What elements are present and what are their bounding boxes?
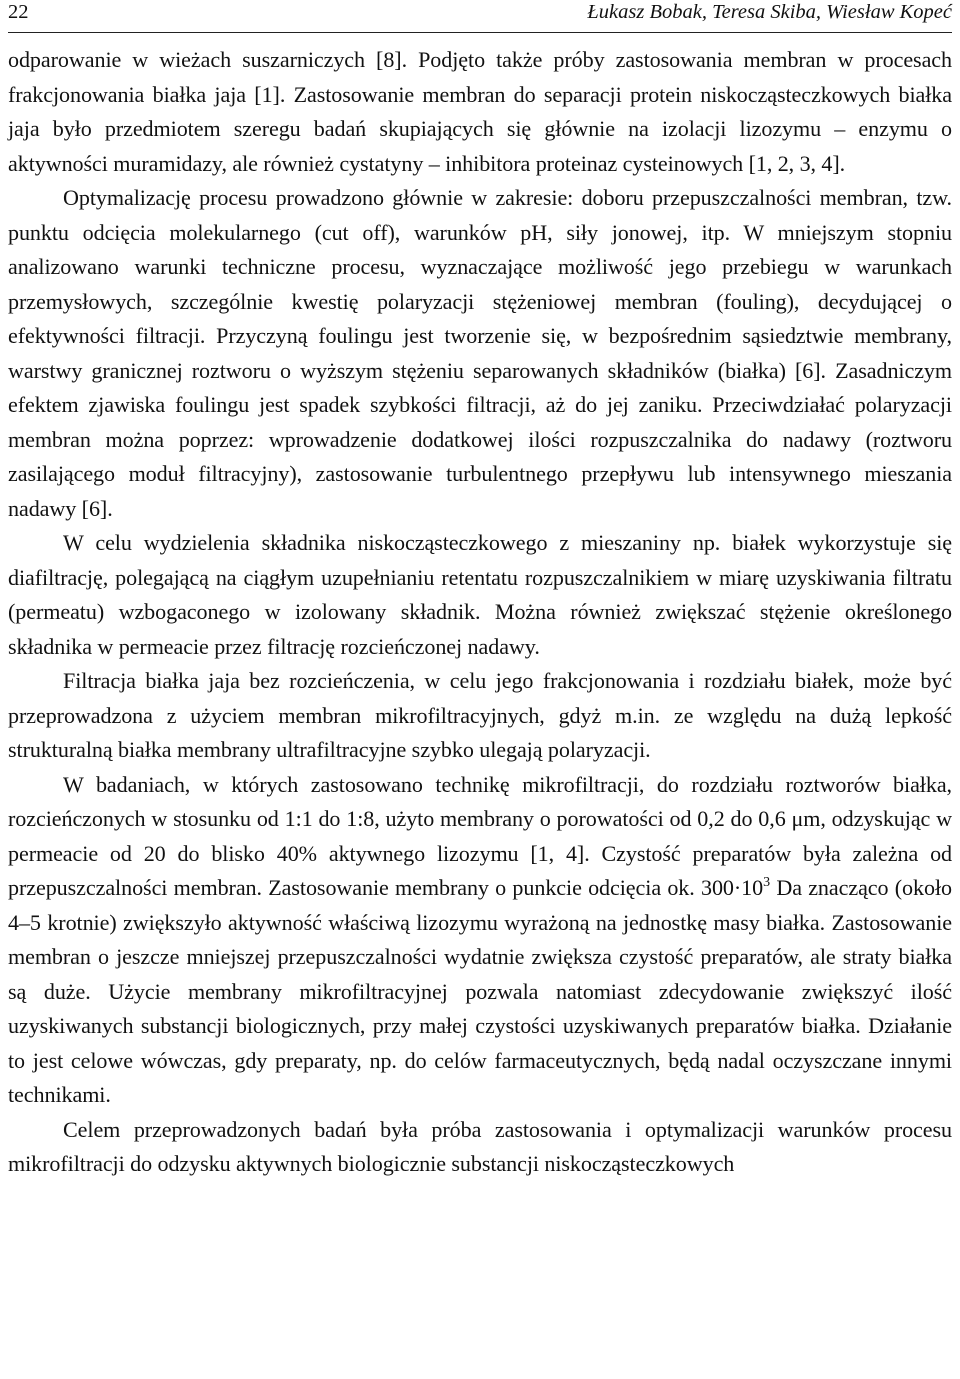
paragraph-3: W celu wydzielenia składnika niskocząsteczkowego z mieszaniny np. białek wykorzystuje się diafiltrację, polegającą na ciągłym uzupełnianiu retentatu rozpuszczalnikiem w miarę uzyskiwania filtratu (permeatu) wzbogaconego w izolowany składnik. Można również zwiększać stężenie określonego składnika w permeacie przez filtrację rozcieńczonej nadawy. [8, 530, 952, 659]
paragraph-4: Filtracja białka jaja bez rozcieńczenia, w celu jego frakcjonowania i rozdziału białek, może być przeprowadzona z użyciem membran mikrofiltracyjnych, gdyż m.in. ze względu na dużą lepkość strukturalną białka membrany ultrafiltracyjne szybko ulegają polaryzacji. [8, 668, 952, 762]
running-head-authors: Łukasz Bobak, Teresa Skiba, Wiesław Kopeć [587, 1, 952, 23]
page-number: 22 [8, 1, 29, 23]
page-header [8, 0, 952, 33]
paragraph-5-part-1: W badaniach, w których zastosowano technikę mikrofiltracji, do rozdziału roztworów białka, rozcieńczonych w stosunku od 1:1 do 1:8, użyto membrany o porowatości od 0,2 do 0,6 μm, odzyskując w permeacie od 20 do blisko 40% aktywnego lizozymu [1, 4]. Czystość preparatów była zależna od przepuszczalności membran. Zastosowanie membrany o punkcie odcięcia ok. 300·10 [8, 771, 952, 900]
paragraph-5 [8, 768, 952, 1113]
body-text [8, 43, 952, 1182]
document-page [8, 0, 952, 1379]
paragraph-6: Celem przeprowadzonych badań była próba zastosowania i optymalizacji warunków procesu mikrofiltracji do odzysku aktywnych biologicznie substancji niskocząsteczkowych [8, 1116, 952, 1176]
paragraph-5-part-2: Da znacząco (około 4–5 krotnie) zwiększyło aktywność właściwą lizozymu wyrażoną na jednostkę masy białka. Zastosowanie membran o jeszcze mniejszej przepuszczalności wydatnie zwiększa czystość preparatów, ale straty białka są duże. Użycie membrany mikrofiltracyjnej pozwala natomiast zdecydowanie zwiększyć ilość uzyskiwanych substancji biologicznych, przy małej czystości uzyskiwanych preparatów białka. Działanie to jest celowe wówczas, gdy preparaty, np. do celów farmaceutycznych, będą nadal oczyszczane innymi technikami. [8, 875, 952, 1107]
paragraph-2: Optymalizację procesu prowadzono głównie w zakresie: doboru przepuszczalności membran, tzw. punktu odcięcia molekularnego (cut off), warunków pH, siły jonowej, itp. W mniejszym stopniu analizowano warunki techniczne procesu, wyznaczające możliwość jego przebiegu w warunkach przemysłowych, szczególnie kwestię polaryzacji stężeniowej membran (fouling), decydującej o efektywności filtracji. Przyczyną foulingu jest tworzenie się, w bezpośrednim sąsiedztwie membrany, warstwy granicznej roztworu o wyższym stężeniu separowanych składników (białka) [6]. Zasadniczym efektem zjawiska foulingu jest spadek szybkości filtracji, aż do jej zaniku. Przeciwdziałać polaryzacji membran można poprzez: wprowadzenie dodatkowej ilości rozpuszczalnika do nadawy (roztworu zasilającego moduł filtracyjny), zastosowanie turbulentnego przepływu lub intensywnego mieszania nadawy [6]. [8, 185, 952, 521]
paragraph-1: odparowanie w wieżach suszarniczych [8]. Podjęto także próby zastosowania membran w procesach frakcjonowania białka jaja [1]. Zastosowanie membran do separacji protein niskocząsteczkowych białka jaja było przedmiotem szeregu badań skupiających się głównie na izolacji lizozymu – enzymu o aktywności muramidazy, ale również cystatyny – inhibitora proteinaz cysteinowych [1, 2, 3, 4]. [8, 47, 952, 176]
superscript-exponent: 3 [763, 875, 771, 890]
